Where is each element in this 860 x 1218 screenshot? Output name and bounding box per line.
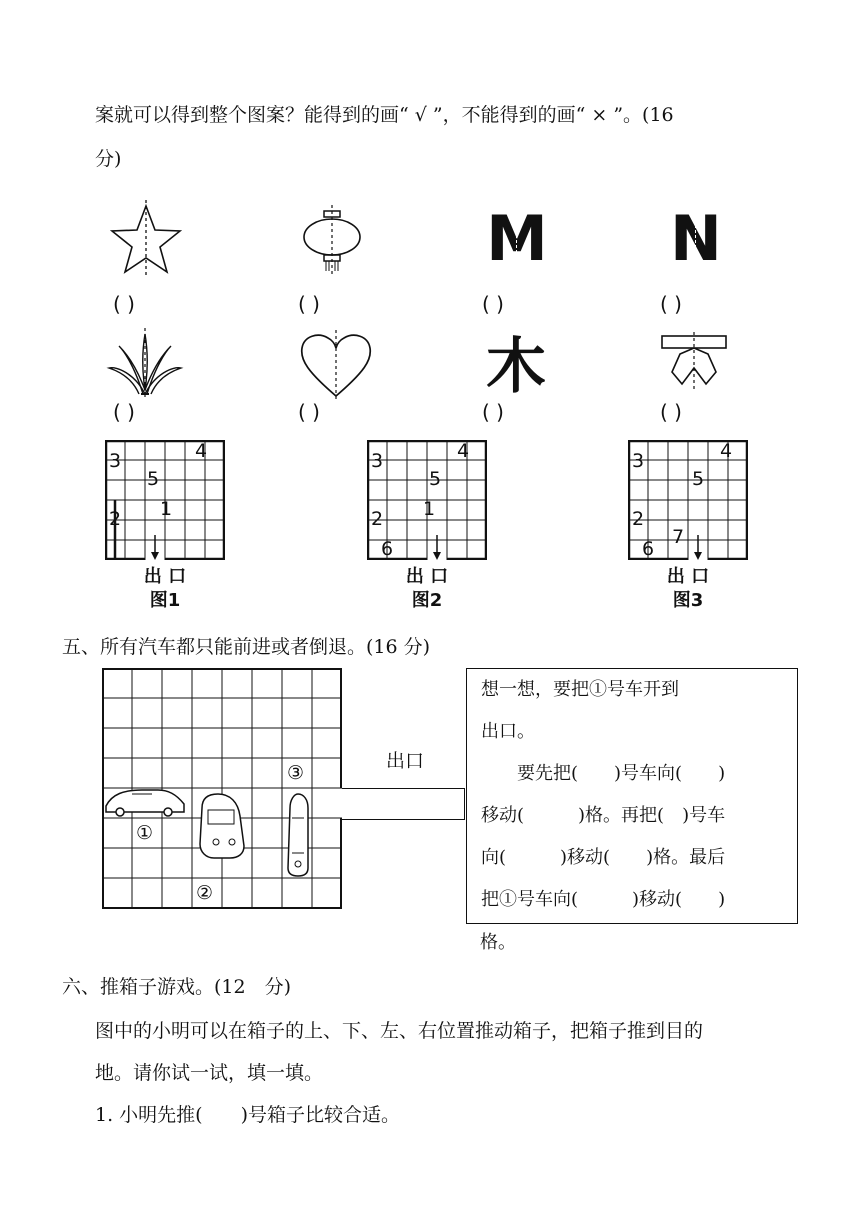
maze-number: 5 [692,468,705,490]
paren-blank-8[interactable]: ( ) [660,400,682,424]
car-3-label: ③ [287,762,305,784]
maze-number: 4 [720,440,733,462]
instruction-line-2: 分) [95,148,122,170]
plant-icon [105,328,185,400]
section-6-question-1: 1. 小明先推( )号箱子比较合适。 [95,1104,400,1126]
maze-number: 2 [632,508,645,530]
maze-figure-caption: 图3 [672,590,704,611]
instruction-line-1: 案就可以得到整个图案？能得到的画“ √ ”，不能得到的画“ × ”。(16 [95,104,674,126]
box-line-6: 把①号车向( )移动( ) [481,889,726,910]
box-line-2: 出口。 [481,721,535,742]
exit-label: 出口 [386,750,425,772]
parking-grid [102,668,344,912]
bow-icon [660,332,730,392]
exit-lane [342,788,465,820]
letter-m: M [486,202,548,275]
maze-number: 7 [672,526,685,548]
section-5-title: 五、所有汽车都只能前进或者倒退。(16 分) [62,636,431,658]
maze-exit-caption: 出 口 [143,566,187,587]
maze-number: 6 [381,538,394,560]
maze-figure-caption: 图2 [411,590,443,611]
box-line-4: 移动( )格。再把( )号车 [481,805,726,826]
section-6-para-1: 图中的小明可以在箱子的上、下、左、右位置推动箱子，把箱子推到目的 [95,1020,704,1042]
letter-n-icon [665,200,727,278]
star-icon [110,200,182,278]
maze-number: 1 [423,498,436,520]
maze-number: 3 [632,450,645,472]
car-3-icon [288,794,308,876]
maze-number: 2 [109,508,122,530]
heart-icon [298,330,374,400]
box-line-3: 要先把( )号车向( ) [481,763,726,784]
paren-blank-1[interactable]: ( ) [113,292,135,316]
maze-number: 4 [195,440,208,462]
mu-character: 木 [486,332,546,402]
maze-number: 6 [642,538,655,560]
paren-blank-3[interactable]: ( ) [482,292,504,316]
car-2-icon [200,794,244,858]
mu-character-icon [480,328,552,406]
maze-figure-1 [105,440,225,612]
maze-number: 5 [147,468,160,490]
box-line-7: 格。 [480,932,516,953]
section-6-para-2: 地。请你试一试，填一填。 [95,1062,324,1084]
car-1-label: ① [136,822,154,844]
maze-figure-caption: 图1 [149,590,181,611]
paren-blank-2[interactable]: ( ) [298,292,320,316]
maze-number: 3 [109,450,122,472]
box-line-1: 想一想，要把①号车开到 [481,679,679,700]
paren-blank-4[interactable]: ( ) [660,292,682,316]
lantern-icon [300,205,366,277]
maze-figure-3 [628,440,748,612]
maze-exit-caption: 出 口 [405,566,449,587]
maze-figure-2 [367,440,487,612]
maze-number: 4 [457,440,470,462]
paren-blank-6[interactable]: ( ) [298,400,320,424]
maze-number: 1 [160,498,173,520]
car-2-label: ② [196,882,214,904]
car-1-icon [106,790,184,816]
letter-n: N [670,202,722,275]
paren-blank-5[interactable]: ( ) [113,400,135,424]
maze-exit-caption: 出 口 [666,566,710,587]
box-line-5: 向( )移动( )格。最后 [481,847,726,868]
paren-blank-7[interactable]: ( ) [482,400,504,424]
instruction-box [466,668,798,924]
maze-number: 5 [429,468,442,490]
maze-number: 3 [371,450,384,472]
letter-m-icon [484,200,550,278]
section-6-title: 六、推箱子游戏。(12 分) [62,976,292,998]
maze-number: 2 [371,508,384,530]
